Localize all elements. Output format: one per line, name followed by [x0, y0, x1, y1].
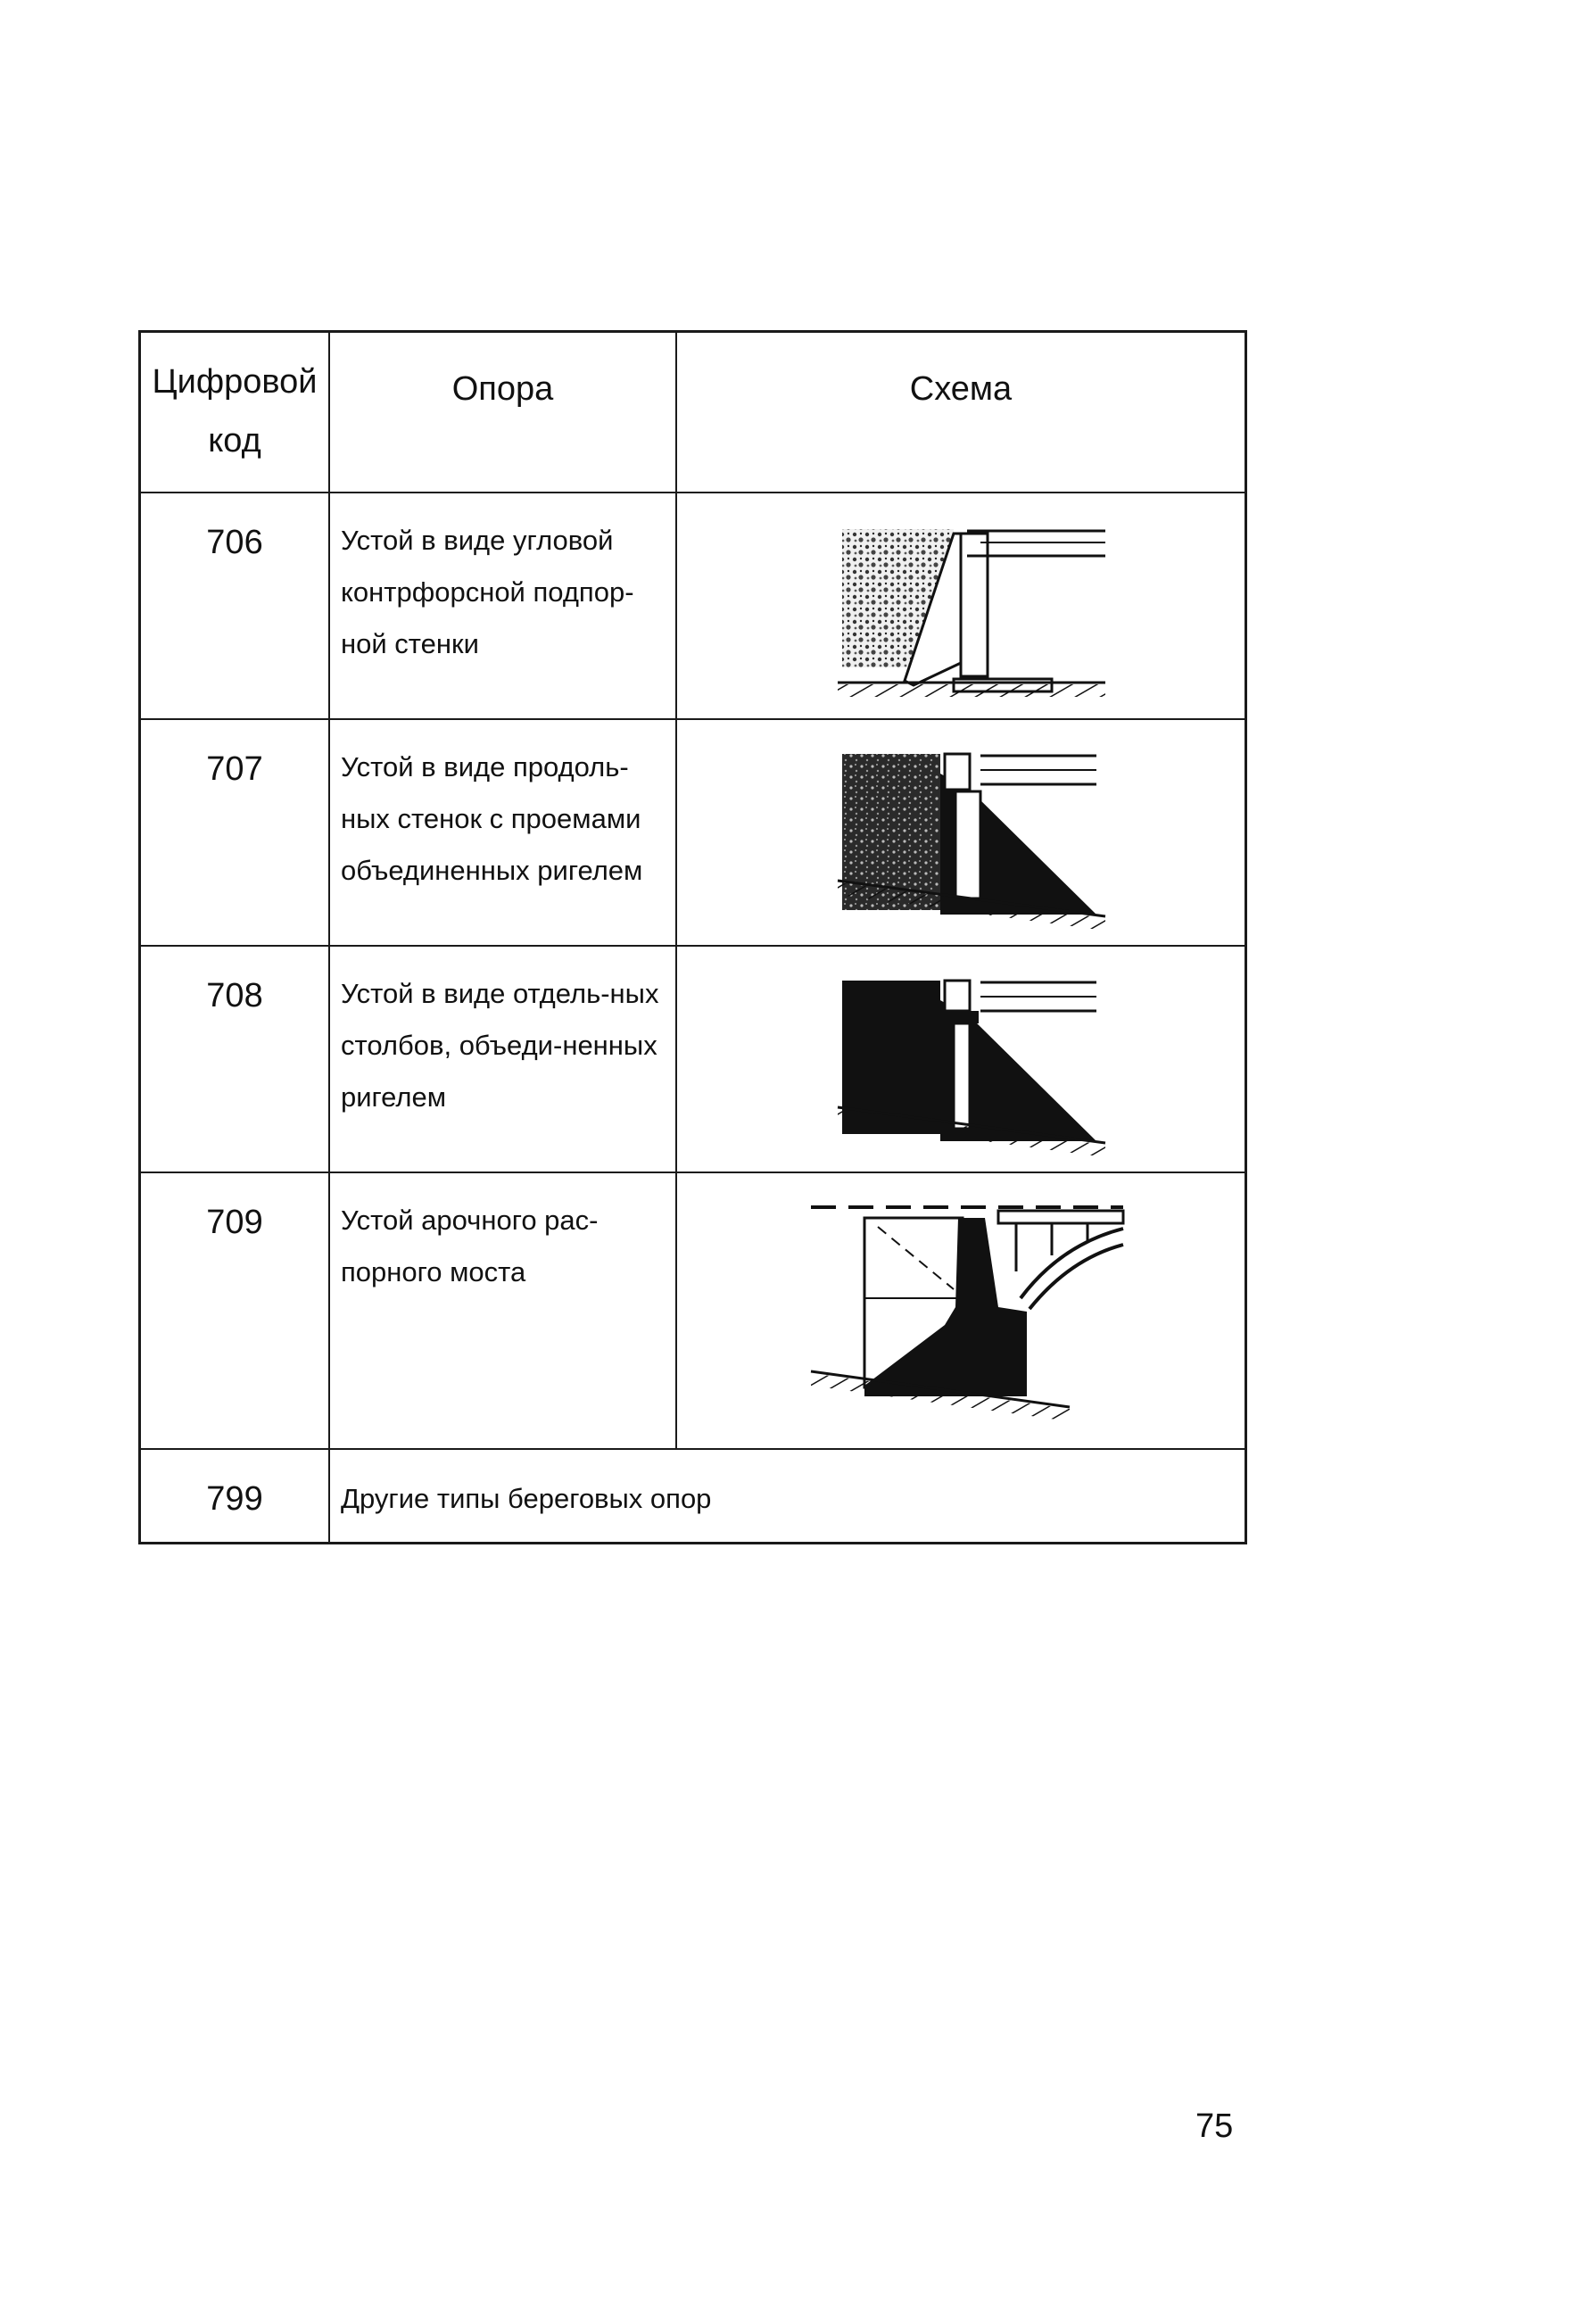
- row-name: Устой в виде продоль-ных стенок с проемами объединенных ригелем: [329, 719, 676, 946]
- row-code: 709: [140, 1172, 330, 1449]
- row-name: Устой в виде угловой контрфорсной подпор-ной стенки: [329, 493, 676, 719]
- table-row: [140, 719, 1246, 946]
- row-scheme: [676, 719, 1246, 946]
- row-name: Другие типы береговых опор: [329, 1449, 1246, 1544]
- header-scheme: Схема: [676, 332, 1246, 493]
- page-number: 75: [1195, 2107, 1234, 2145]
- longitudinal-walls-abutment-icon: [677, 720, 1248, 947]
- row-code: 707: [140, 719, 330, 946]
- row-code: 706: [140, 493, 330, 719]
- table-row: [140, 946, 1246, 1172]
- header-support: Опора: [329, 332, 676, 493]
- classification-table: [138, 330, 1247, 1544]
- table-header-row: [140, 332, 1246, 493]
- row-name: Устой арочного рас-порного моста: [329, 1172, 676, 1449]
- row-code: 708: [140, 946, 330, 1172]
- separate-columns-abutment-icon: [677, 947, 1248, 1173]
- table-row: [140, 1172, 1246, 1449]
- buttress-retaining-wall-abutment-icon: [677, 493, 1248, 720]
- table-row: [140, 1449, 1246, 1544]
- arch-bridge-abutment-icon: [677, 1173, 1248, 1450]
- row-code: 799: [140, 1449, 330, 1544]
- header-code: Цифровой код: [140, 332, 330, 493]
- row-scheme: [676, 493, 1246, 719]
- row-scheme: [676, 946, 1246, 1172]
- row-name: Устой в виде отдель-ных столбов, объеди-ненных ригелем: [329, 946, 676, 1172]
- row-scheme: [676, 1172, 1246, 1449]
- table-row: [140, 493, 1246, 719]
